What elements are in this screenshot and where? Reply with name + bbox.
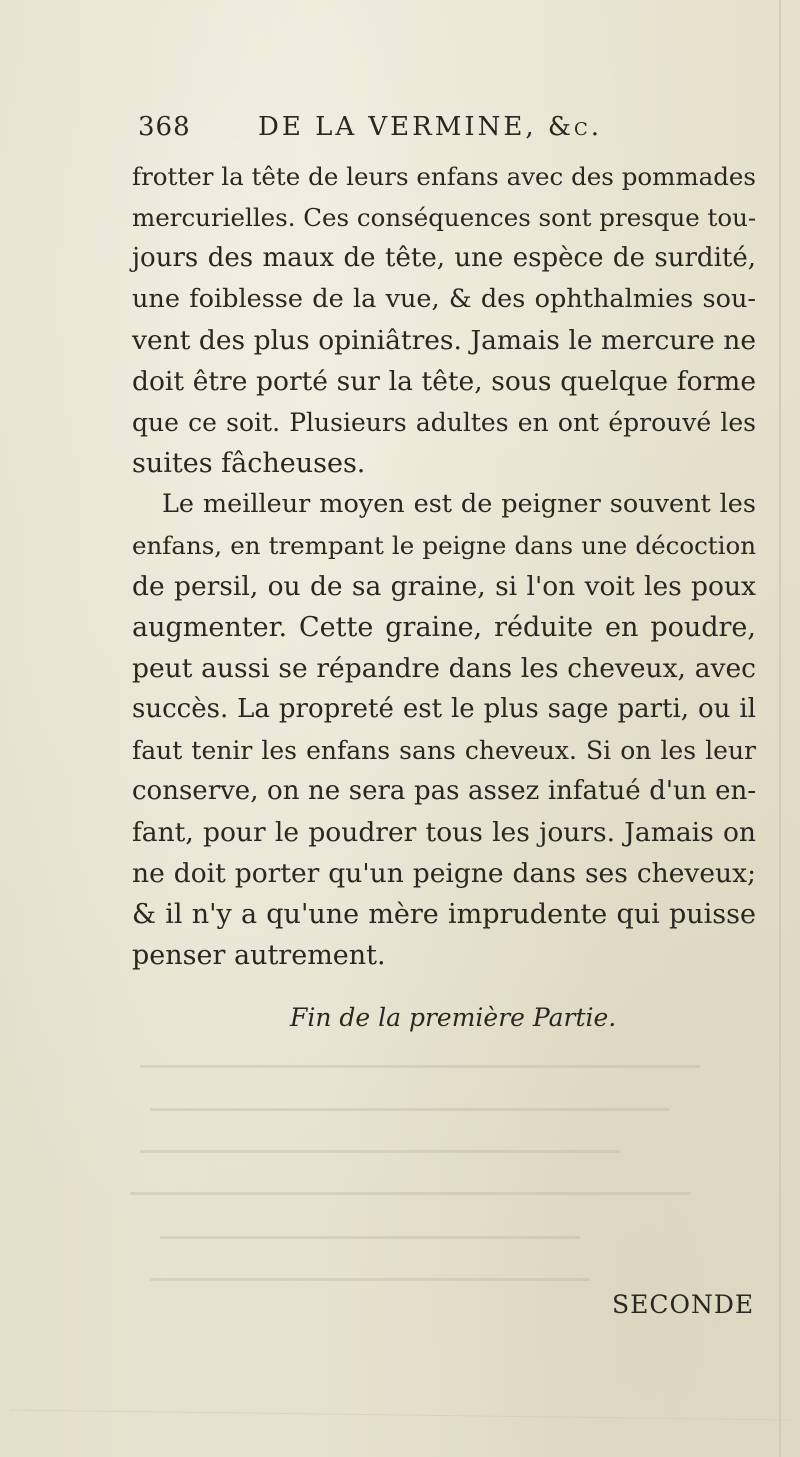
text-line: faut tenir les enfans sans cheveux. Si on les leur bbox=[132, 736, 756, 765]
text-line: succès. La propreté est le plus sage parti, ou il bbox=[132, 694, 756, 724]
text-line: fant, pour le poudrer tous les jours. Jamais on bbox=[132, 817, 756, 848]
text-line: vent des plus opiniâtres. Jamais le mercure ne bbox=[132, 325, 756, 356]
text-line: & il n'y a qu'une mère imprudente qui puisse bbox=[132, 899, 756, 930]
body-text bbox=[132, 156, 756, 976]
text-line: ne doit porter qu'un peigne dans ses cheveux; bbox=[132, 858, 756, 889]
running-header bbox=[138, 112, 698, 152]
end-of-part-note: Fin de la première Partie. bbox=[290, 1003, 617, 1032]
text-line: jours des maux de tête, une espèce de surdité, bbox=[132, 243, 756, 273]
text-line: suites fâcheuses. bbox=[132, 448, 366, 479]
text-line: frotter la tête de leurs enfans avec des pommades bbox=[132, 162, 756, 191]
catchword: SECONDE bbox=[612, 1290, 755, 1319]
running-title: DE LA VERMINE, &c. bbox=[258, 112, 603, 142]
text-line: conserve, on ne sera pas assez infatué d'un en- bbox=[132, 776, 756, 806]
text-line: que ce soit. Plusieurs adultes en ont éprouvé les bbox=[132, 408, 756, 437]
text-line: doit être porté sur la tête, sous quelque forme bbox=[132, 366, 756, 397]
paragraph-start-line: Le meilleur moyen est de peigner souvent les bbox=[162, 489, 756, 519]
text-line: enfans, en trempant le peigne dans une décoction bbox=[132, 531, 756, 560]
text-line: peut aussi se répandre dans les cheveux, avec bbox=[132, 653, 756, 684]
text-line: penser autrement. bbox=[132, 940, 386, 971]
text-line: mercurielles. Ces conséquences sont presque tou- bbox=[132, 203, 757, 232]
text-line: augmenter. Cette graine, réduite en poudre, bbox=[132, 612, 756, 643]
text-line: une foiblesse de la vue, & des ophthalmies sou- bbox=[132, 284, 756, 314]
text-line: de persil, ou de sa graine, si l'on voit les poux bbox=[132, 571, 756, 602]
page-number: 368 bbox=[138, 112, 191, 142]
